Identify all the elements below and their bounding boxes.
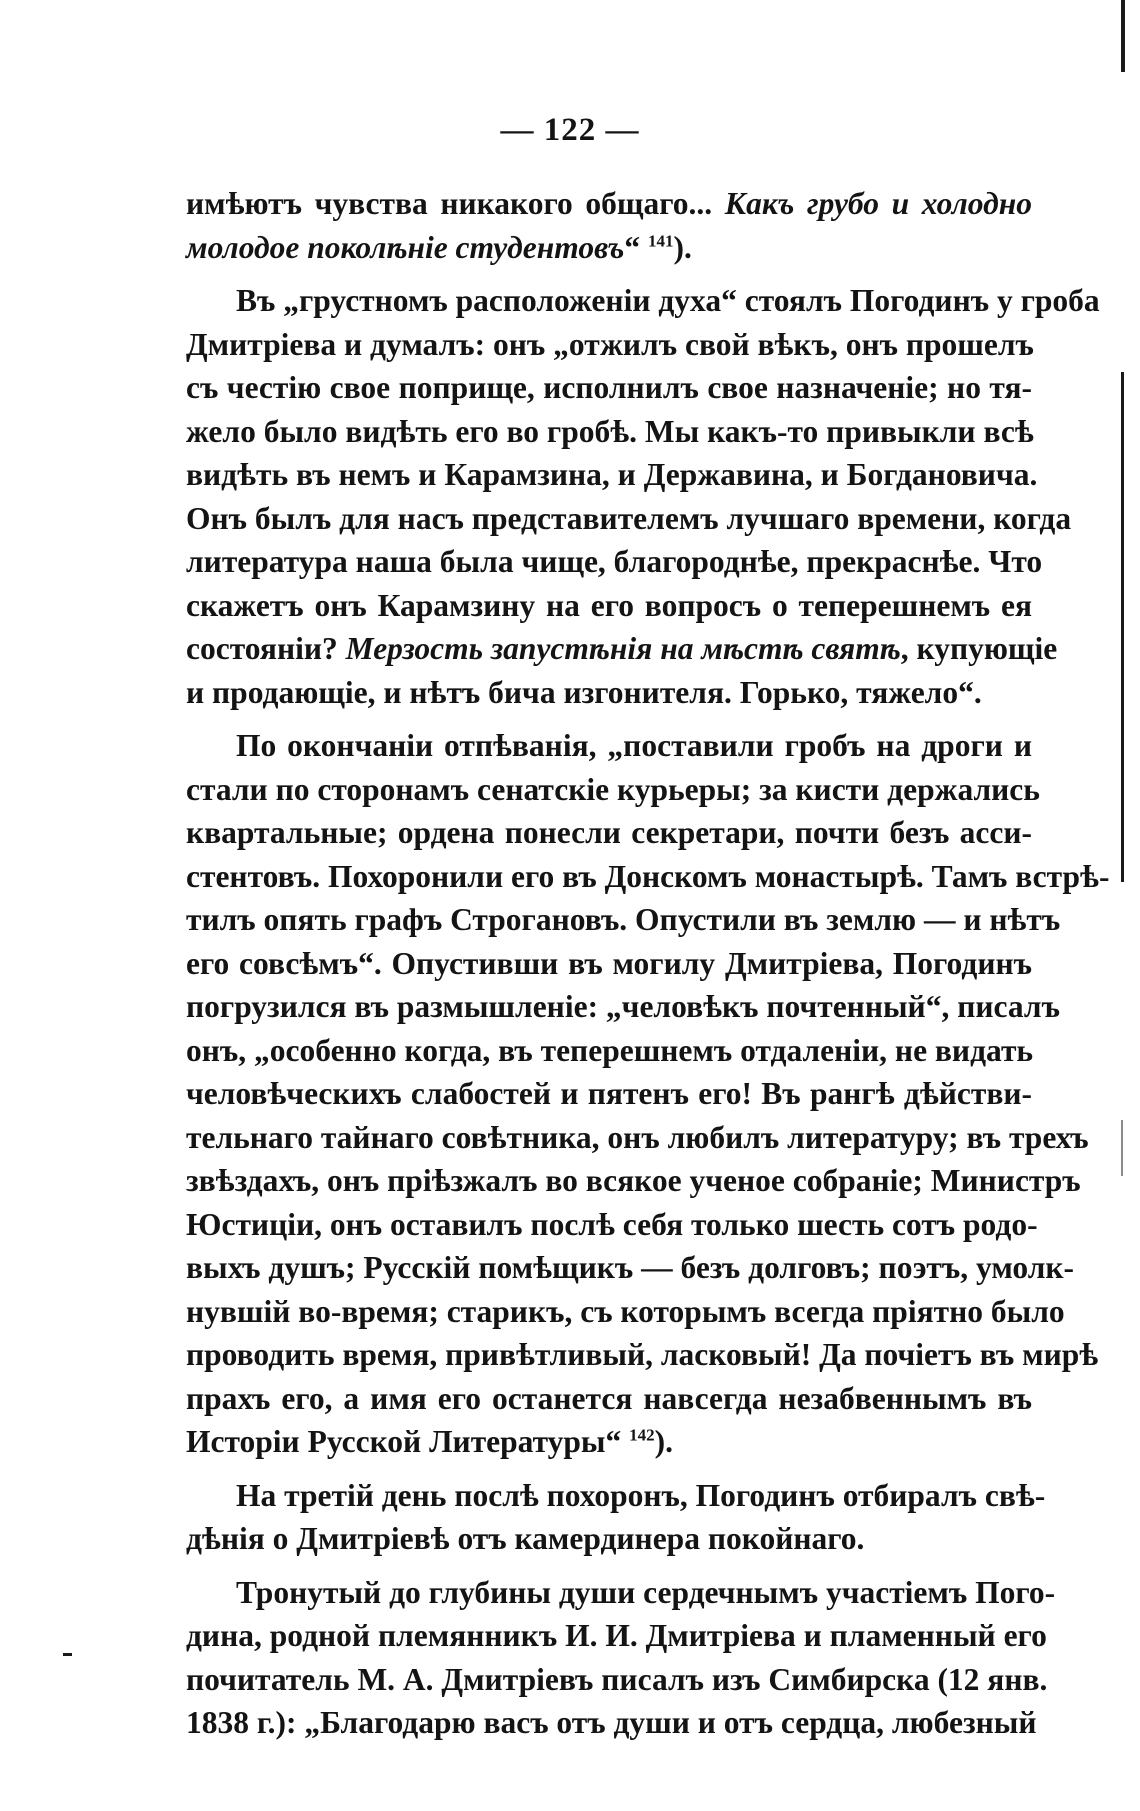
text-line: имѣютъ чувства никакого общаго... Какъ грубо и холодно <box>186 186 1032 221</box>
page-number: — 122 — <box>500 112 640 148</box>
text-line: его совсѣмъ“. Опустивши въ могилу Дмитріева, Погодинъ <box>186 945 1032 981</box>
text-line: Юстиціи, онъ оставилъ послѣ себя только шесть сотъ родо- <box>186 1206 1038 1242</box>
text-line: скажетъ онъ Карамзину на его вопросъ о теперешнемъ ея <box>186 587 1032 623</box>
scan-edge-right <box>1121 372 1124 882</box>
scan-edge-top <box>1121 0 1125 72</box>
text-line: онъ, „особенно когда, въ теперешнемъ отдаленіи, не видать <box>186 1032 1034 1068</box>
footnote-ref: 141 <box>647 231 674 250</box>
scan-edge-dash <box>1121 1120 1123 1176</box>
text-line: съ честію свое поприще, исполнилъ свое назначеніе; но тя- <box>186 370 1032 405</box>
text-line: выхъ душъ; Русскій помѣщикъ — безъ долговъ; поэтъ, умолк- <box>186 1250 1075 1285</box>
text-line: видѣть въ немъ и Карамзина, и Державина, и Богдановича. <box>186 457 1038 492</box>
text-line: тилъ опять графъ Строгановъ. Опустили въ землю — и нѣтъ <box>186 902 1061 937</box>
text-line: человѣческихъ слабостей и пятенъ его! Въ рангѣ дѣйстви- <box>186 1076 1032 1111</box>
text-line: почитатель М. А. Дмитріевъ писалъ изъ Симбирска (12 янв. <box>186 1661 1048 1697</box>
text-line: и продающіе, и нѣтъ бича изгонителя. Горько, тяжело“. <box>186 674 982 710</box>
text-line: тельнаго тайнаго совѣтника, онъ любилъ литературу; въ трехъ <box>186 1119 1089 1155</box>
text-line: погрузился въ размышленіе: „человѣкъ почтенный“, писалъ <box>186 989 1060 1024</box>
text-line: проводить время, привѣтливый, ласковый! Да почіетъ въ мирѣ <box>186 1337 1099 1372</box>
text-line: 1838 г.): „Благодарю васъ отъ души и отъ сердца, любезный <box>186 1705 1037 1740</box>
text-line: дина, родной племянникъ И. И. Дмитріева и пламенный его <box>186 1618 1047 1653</box>
text-line: Тронутый до глубины души сердечнымъ участіемъ Пого- <box>236 1574 1056 1610</box>
text-line: дѣнія о Дмитріевѣ отъ камердинера покойнаго. <box>186 1521 865 1556</box>
text-line: литература наша была чище, благороднѣе, прекраснѣе. Что <box>186 544 1043 579</box>
scan-mark <box>63 1653 72 1656</box>
text-line: прахъ его, а имя его останется навсегда незабвеннымъ въ <box>186 1380 1032 1416</box>
text-line: звѣздахъ, онъ пріѣзжалъ во всякое ученое собраніе; Министръ <box>186 1163 1081 1198</box>
text-line: Онъ былъ для насъ представителемъ лучшаго времени, когда <box>186 500 1072 536</box>
text-line: состояніи? Мерзость запустѣнія на мѣстѣ святѣ, купующіе <box>186 631 1058 666</box>
text-line: По окончаніи отпѣванія, „поставили гробъ на дроги и <box>236 728 1032 763</box>
text-line: квартальные; ордена понесли секретари, почти безъ асси- <box>186 815 1032 850</box>
text-line: стентовъ. Похоронили его въ Донскомъ монастырѣ. Тамъ встрѣ- <box>186 858 1110 894</box>
text-line: жело было видѣть его во гробѣ. Мы какъ-то привыкли всѣ <box>186 413 1034 449</box>
text-line: стали по сторонамъ сенатскіе курьеры; за кисти держались <box>186 771 1040 807</box>
text-line: молодое поколѣніе студентовъ“ $^{141}$). <box>186 229 692 265</box>
text-line: нувшій во-время; старикъ, съ которымъ всегда пріятно было <box>186 1293 1065 1329</box>
footnote-ref: 142 <box>629 1425 655 1445</box>
body-text <box>186 182 1110 1745</box>
text-line: На третій день послѣ похоронъ, Погодинъ отбиралъ свѣ- <box>236 1477 1046 1513</box>
text-line: Въ „грустномъ расположеніи духа“ стоялъ Погодинъ у гроба <box>236 283 1100 318</box>
text-line: Дмитріева и думалъ: онъ „отжилъ свой вѣкъ, онъ прошелъ <box>186 326 1034 362</box>
text-line: Исторіи Русской Литературы“ $^{142}$). <box>186 1424 674 1459</box>
